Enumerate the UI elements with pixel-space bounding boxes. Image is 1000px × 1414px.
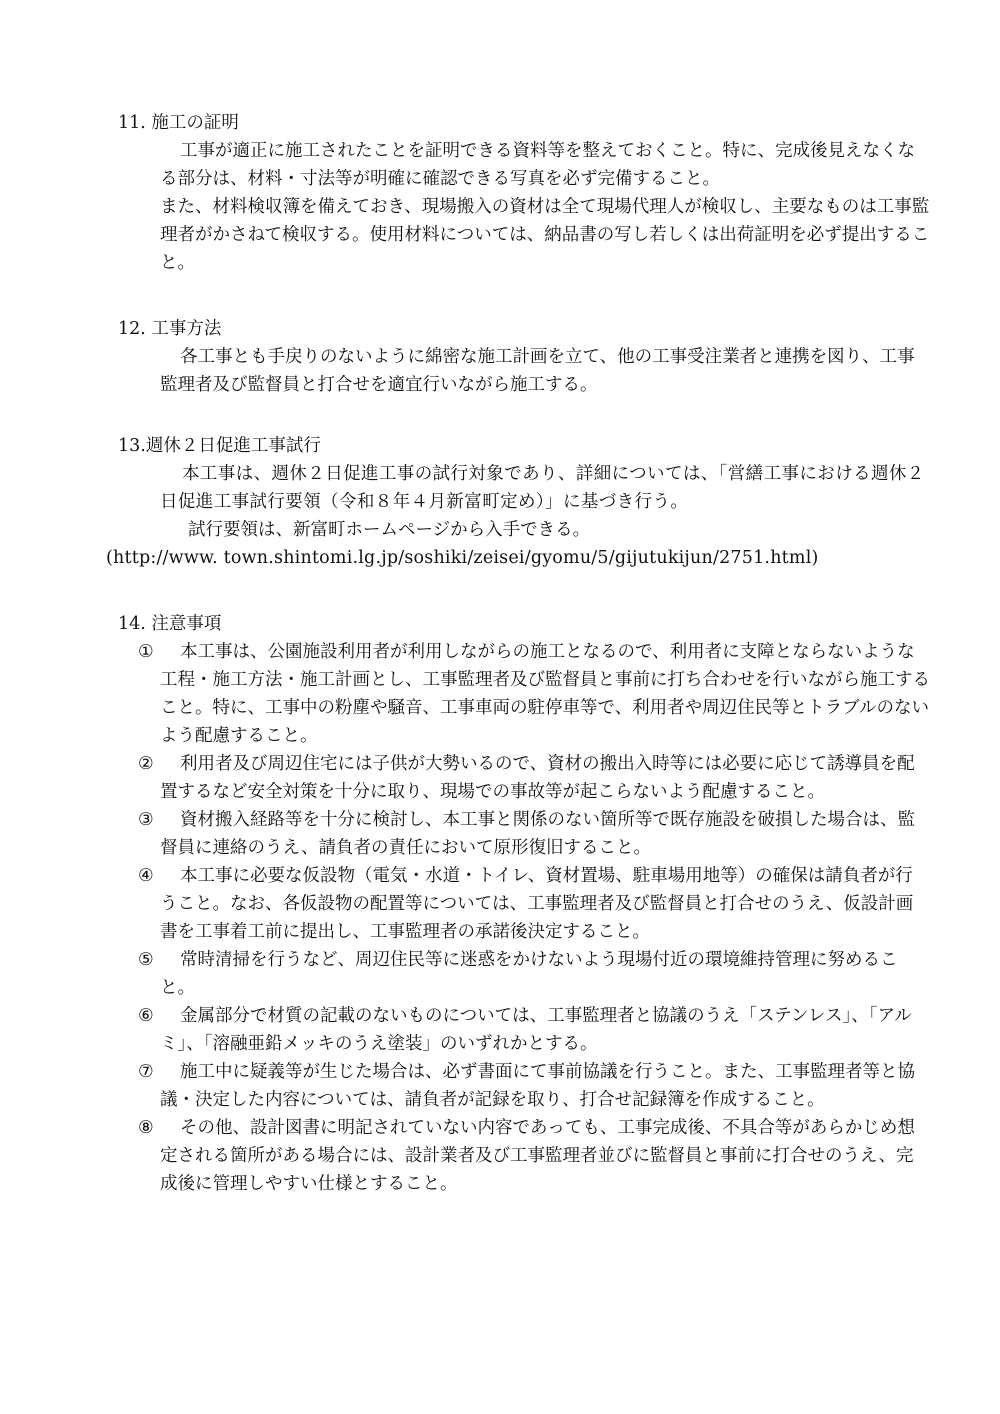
section-11 bbox=[118, 109, 938, 277]
item-number: ③ bbox=[138, 810, 154, 830]
item-number: ② bbox=[138, 754, 154, 774]
item-number: ⑥ bbox=[138, 1006, 154, 1026]
item-text: 本工事は、公園施設利用者が利用しながらの施工となるので、利用者に支障とならないような工程・施工方法・施工計画とし、工事監理者及び監督員と事前に打ち合わせを行いながら施工すること。特に、工事中の粉塵や騒音、工事車両の駐停車等で、利用者や周辺住民等とトラブルのないよう配慮すること。 bbox=[160, 642, 930, 746]
list-item bbox=[118, 1114, 930, 1198]
reference-url: (http://www. town.shintomi.lg.jp/soshiki/zeisei/gyomu/5/gijutukijun/2751.html) bbox=[106, 548, 819, 568]
item-number: ⑧ bbox=[138, 1118, 154, 1138]
paragraph: 試行要領は、新富町ホームページから入手できる。 bbox=[188, 520, 591, 540]
section-heading: 14. 注意事項 bbox=[118, 614, 222, 634]
list-item bbox=[118, 750, 930, 806]
list-item bbox=[118, 638, 930, 750]
section-12 bbox=[118, 315, 938, 399]
item-text: 本工事に必要な仮設物（電気・水道・トイレ、資材置場、駐車場用地等）の確保は請負者が行うこと。なお、各仮設物の配置等については、工事監理者及び監督員と打合せのうえ、仮設計画書を工事着工前に提出し、工事監理者の承諾後決定すること。 bbox=[160, 866, 914, 942]
item-number: ④ bbox=[138, 866, 154, 886]
section-14 bbox=[118, 610, 938, 1198]
paragraph: また、材料検収簿を備えておき、現場搬入の資材は全て現場代理人が検収し、主要なものは工事監理者がかさねて検収する。使用材料については、納品書の写し若しくは出荷証明を必ず提出すること。 bbox=[160, 197, 930, 273]
item-text: 利用者及び周辺住宅には子供が大勢いるので、資材の搬出入時等には必要に応じて誘導員を配置するなど安全対策を十分に取り、現場での事故等が起こらないよう配慮すること。 bbox=[160, 754, 915, 802]
item-number: ⑦ bbox=[138, 1062, 154, 1082]
item-text: 常時清掃を行うなど、周辺住民等に迷惑をかけないよう現場付近の環境維持管理に努めること。 bbox=[160, 950, 898, 998]
item-text: その他、設計図書に明記されていない内容であっても、工事完成後、不具合等があらかじめ想定される箇所がある場合には、設計業者及び工事監理者並びに監督員と事前に打合せのうえ、完成後に管理しやすい仕様とすること。 bbox=[160, 1118, 915, 1194]
item-number: ① bbox=[138, 642, 154, 662]
section-heading: 13.週休２日促進工事試行 bbox=[118, 436, 321, 456]
item-text: 金属部分で材質の記載のないものについては、工事監理者と協議のうえ「ステンレス」、「アルミ」、「溶融亜鉛メッキのうえ塗装」のいずれかとする。 bbox=[160, 1006, 912, 1054]
list-item bbox=[118, 862, 930, 946]
paragraph: 各工事とも手戻りのないように綿密な施工計画を立て、他の工事受注業者と連携を図り、工事監理者及び監督員と打合せを適宜行いながら施工する。 bbox=[160, 347, 915, 395]
section-heading: 12. 工事方法 bbox=[118, 319, 222, 339]
item-text: 施工中に疑義等が生じた場合は、必ず書面にて事前協議を行うこと。また、工事監理者等と協議・決定した内容については、請負者が記録を取り、打合せ記録簿を作成すること。 bbox=[160, 1062, 915, 1110]
list-item bbox=[118, 1002, 930, 1058]
item-text: 資材搬入経路等を十分に検討し、本工事と関係のない箇所等で既存施設を破損した場合は、監督員に連絡のうえ、請負者の責任において原形復旧すること。 bbox=[160, 810, 915, 858]
list-item bbox=[118, 806, 930, 862]
item-number: ⑤ bbox=[138, 950, 154, 970]
list-item bbox=[118, 1058, 930, 1114]
section-13 bbox=[106, 432, 938, 572]
list-item bbox=[118, 946, 930, 1002]
paragraph: 工事が適正に施工されたことを証明できる資料等を整えておくこと。特に、完成後見えなくなる部分は、材料・寸法等が明確に確認できる写真を必ず完備すること。 bbox=[160, 141, 915, 189]
paragraph: 本工事は、週休２日促進工事の試行対象であり、詳細については、「営繕工事における週休２日促進工事試行要領（令和８年４月新富町定め）」に基づき行う。 bbox=[160, 464, 925, 512]
section-heading: 11. 施工の証明 bbox=[118, 113, 239, 133]
